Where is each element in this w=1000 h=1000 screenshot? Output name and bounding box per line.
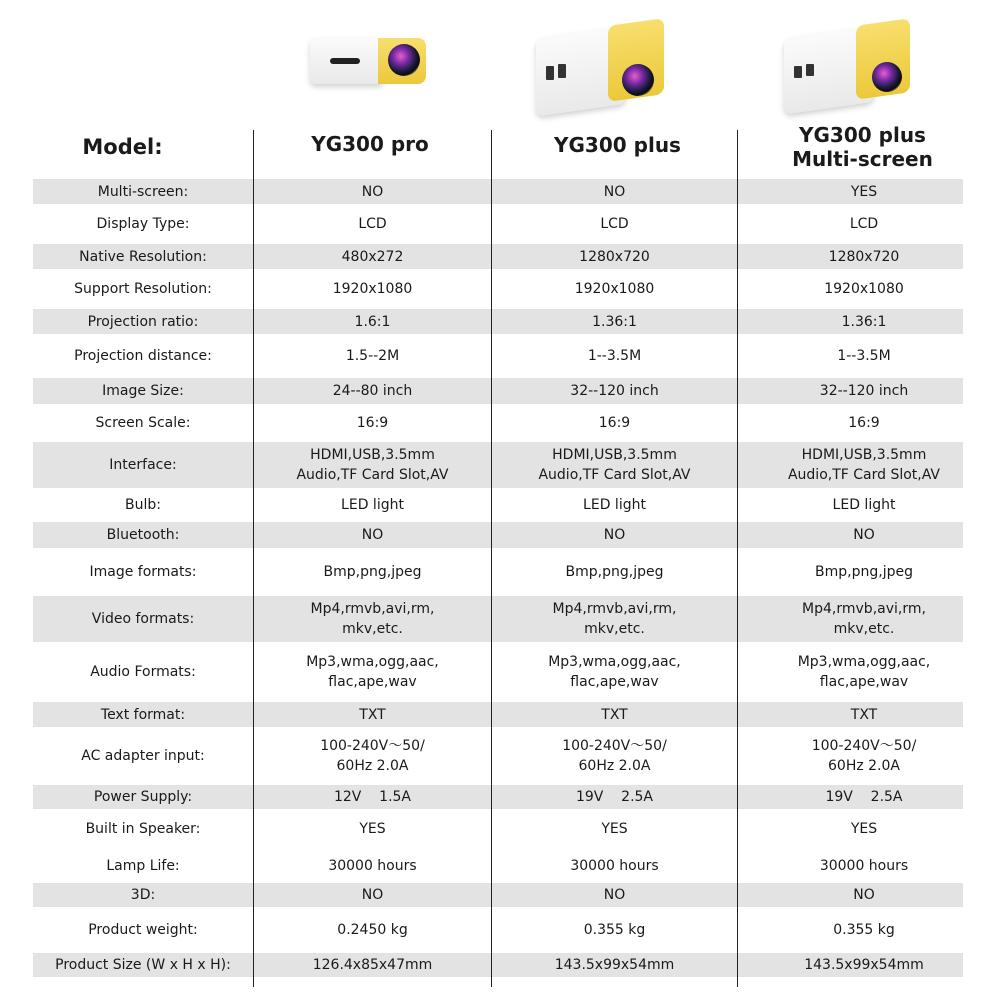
spec-label: [33, 548, 253, 596]
spec-value: [492, 809, 737, 849]
spec-label-text: Multi-screen:: [97, 183, 189, 200]
spec-value-line: HDMI,USB,3.5mm: [801, 447, 927, 463]
spec-value-line: 30000 hours: [570, 858, 659, 874]
spec-value: [492, 883, 737, 907]
spec-value-line: YES: [850, 821, 878, 837]
spec-value-line: Mp4,rmvb,avi,rm,: [552, 601, 677, 617]
spec-value: [254, 378, 491, 404]
spec-value-line: 1280x720: [579, 248, 650, 265]
spec-value: [492, 849, 737, 883]
spec-value: [254, 404, 491, 442]
spec-value-line: flac,ape,wav: [570, 674, 659, 690]
spec-value-line: LED light: [341, 497, 404, 513]
spec-label-text: Audio Formats:: [90, 664, 196, 680]
spec-value-line: HDMI,USB,3.5mm: [310, 447, 435, 463]
spec-value: [738, 204, 990, 244]
projector-multiscreen-icon: [784, 22, 914, 110]
spec-value-line: 32--120 inch: [819, 383, 909, 399]
spec-value: [738, 785, 990, 809]
spec-value-line: 16:9: [848, 415, 880, 431]
spec-value-line: LCD: [358, 216, 387, 232]
spec-value: [254, 442, 491, 488]
spec-value: [254, 269, 491, 309]
spec-value-line: YES: [359, 821, 386, 837]
spec-value: [492, 334, 737, 378]
spec-value-line: HDMI,USB,3.5mm: [552, 447, 677, 463]
spec-value: [492, 596, 737, 642]
spec-value: [254, 204, 491, 244]
projector-plus-icon: [536, 22, 666, 112]
spec-label-text: Display Type:: [96, 216, 190, 232]
spec-value: [738, 642, 990, 702]
spec-value-line: 100-240V～50/: [320, 738, 425, 754]
spec-value: [492, 727, 737, 785]
spec-value-line: NO: [361, 527, 384, 543]
spec-value: [254, 702, 491, 727]
spec-label-text: Support Resolution:: [74, 281, 212, 297]
spec-value-line: 1.6:1: [354, 313, 391, 330]
spec-label-text: Image Size:: [102, 383, 184, 399]
spec-value-line: mkv,etc.: [584, 621, 645, 637]
spec-value: [254, 488, 491, 522]
spec-value-line: 12V 1.5A: [333, 789, 412, 805]
spec-value-line: Bmp,png,jpeg: [815, 564, 913, 580]
spec-label: [33, 883, 253, 907]
spec-value: [492, 204, 737, 244]
spec-value-line: 143.5x99x54mm: [804, 957, 924, 973]
spec-label-text: Power Supply:: [93, 789, 193, 805]
spec-value: [254, 953, 491, 977]
spec-value: [738, 442, 990, 488]
spec-label: [33, 702, 253, 727]
spec-value-line: 0.355 kg: [583, 922, 646, 938]
spec-value-line: LCD: [849, 216, 879, 232]
spec-value: [492, 378, 737, 404]
spec-value-line: 30000 hours: [819, 858, 909, 874]
spec-value: [492, 785, 737, 809]
spec-value: [492, 548, 737, 596]
spec-label-text: Built in Speaker:: [85, 821, 201, 837]
spec-value-line: 1920x1080: [574, 281, 655, 297]
spec-value: [254, 522, 491, 548]
spec-label-text: Product weight:: [88, 922, 198, 938]
spec-value: [492, 404, 737, 442]
spec-label: [33, 404, 253, 442]
spec-value-line: TXT: [359, 706, 386, 723]
spec-label-text: Video formats:: [91, 611, 195, 627]
spec-label: [33, 204, 253, 244]
spec-value-line: NO: [361, 183, 384, 200]
spec-value-line: 0.2450 kg: [337, 922, 408, 938]
column-divider: [737, 130, 738, 987]
product-name-multiscreen: [740, 123, 985, 171]
spec-label: [33, 522, 253, 548]
spec-value: [738, 727, 990, 785]
spec-label: [33, 269, 253, 309]
spec-value: [254, 309, 491, 334]
column-divider: [253, 130, 254, 987]
spec-value-line: 32--120 inch: [570, 383, 659, 399]
spec-value-line: 60Hz 2.0A: [578, 758, 651, 774]
spec-value-line: TXT: [850, 706, 878, 723]
spec-value: [738, 883, 990, 907]
spec-value: [492, 179, 737, 204]
spec-label-text: Text format:: [100, 706, 186, 723]
spec-value-line: mkv,etc.: [342, 621, 403, 637]
spec-value-line: 19V 2.5A: [825, 789, 903, 805]
spec-value: [254, 907, 491, 953]
spec-label-text: Interface:: [109, 457, 177, 473]
spec-value-line: 1920x1080: [824, 281, 904, 297]
spec-value: [738, 378, 990, 404]
spec-label-text: Projection distance:: [74, 348, 212, 364]
spec-label-text: Lamp Life:: [106, 858, 180, 874]
spec-value-line: NO: [853, 887, 875, 903]
spec-label: [33, 727, 253, 785]
spec-value: [492, 244, 737, 269]
spec-value: [254, 334, 491, 378]
spec-value-line: flac,ape,wav: [328, 674, 417, 690]
product-name-line: YG300 plus: [799, 123, 926, 147]
spec-value-line: 100-240V～50/: [811, 738, 917, 754]
spec-value-line: 1.36:1: [592, 313, 637, 330]
spec-value: [492, 702, 737, 727]
model-label: Model:: [82, 135, 163, 159]
spec-value: [738, 907, 990, 953]
spec-value: [738, 269, 990, 309]
spec-value: [738, 179, 990, 204]
spec-value-line: Bmp,png,jpeg: [565, 564, 664, 580]
spec-value: [738, 488, 990, 522]
spec-value-line: 1920x1080: [332, 281, 413, 297]
spec-value-line: 1280x720: [828, 248, 900, 265]
spec-value-line: 30000 hours: [328, 858, 417, 874]
spec-value: [254, 785, 491, 809]
spec-value: [738, 809, 990, 849]
spec-value: [254, 596, 491, 642]
spec-value-line: LCD: [600, 216, 629, 232]
spec-value-line: Mp4,rmvb,avi,rm,: [310, 601, 435, 617]
spec-value: [492, 907, 737, 953]
spec-value: [738, 702, 990, 727]
spec-label-text: Projection ratio:: [87, 313, 199, 330]
spec-label-text: Screen Scale:: [95, 415, 191, 431]
spec-value: [492, 488, 737, 522]
spec-value-line: TXT: [601, 706, 628, 723]
spec-value: [738, 404, 990, 442]
spec-value: [254, 849, 491, 883]
column-divider: [491, 130, 492, 987]
spec-value: [492, 522, 737, 548]
spec-value-line: 0.355 kg: [833, 922, 895, 938]
spec-value: [738, 309, 990, 334]
product-name-pro: YG300 pro: [311, 132, 429, 156]
spec-value-line: flac,ape,wav: [819, 674, 909, 690]
spec-value-line: Bmp,png,jpeg: [323, 564, 422, 580]
product-name-plus: YG300 plus: [554, 133, 681, 157]
spec-value: [492, 442, 737, 488]
spec-value-line: Audio,TF Card Slot,AV: [538, 467, 691, 483]
spec-value-line: 16:9: [598, 415, 631, 431]
spec-label-text: 3D:: [130, 887, 156, 903]
spec-label: [33, 907, 253, 953]
spec-label-text: Image formats:: [89, 564, 197, 580]
spec-value-line: 1--3.5M: [587, 348, 642, 364]
spec-value-line: NO: [361, 887, 384, 903]
spec-value-line: YES: [601, 821, 628, 837]
spec-value-line: NO: [603, 887, 626, 903]
spec-label: [33, 442, 253, 488]
spec-label-text: Product Size (W x H x H):: [55, 957, 231, 973]
spec-value: [492, 309, 737, 334]
spec-value: [254, 179, 491, 204]
spec-value: [738, 548, 990, 596]
spec-value: [254, 883, 491, 907]
spec-value-line: Mp3,wma,ogg,aac,: [548, 654, 681, 670]
spec-label-text: AC adapter input:: [81, 748, 205, 764]
spec-label: [33, 785, 253, 809]
spec-value: [738, 522, 990, 548]
spec-value-line: 19V 2.5A: [575, 789, 654, 805]
spec-label: [33, 953, 253, 977]
spec-label-text: Native Resolution:: [79, 248, 207, 265]
spec-value: [492, 953, 737, 977]
spec-value-line: 16:9: [356, 415, 389, 431]
spec-value: [738, 334, 990, 378]
projector-pro-icon: [310, 38, 430, 88]
spec-value-line: 143.5x99x54mm: [554, 957, 675, 973]
spec-value-line: LED light: [832, 497, 896, 513]
spec-label: [33, 642, 253, 702]
spec-value: [254, 244, 491, 269]
spec-value-line: mkv,etc.: [833, 621, 895, 637]
spec-value: [492, 642, 737, 702]
spec-value-line: 1.5--2M: [345, 348, 400, 364]
spec-label: [33, 596, 253, 642]
spec-value-line: 1--3.5M: [837, 348, 891, 364]
spec-value-line: Mp4,rmvb,avi,rm,: [802, 601, 926, 617]
spec-value-line: 100-240V～50/: [562, 738, 667, 754]
spec-value: [254, 642, 491, 702]
spec-value: [254, 548, 491, 596]
spec-value-line: NO: [603, 527, 626, 543]
spec-label: [33, 179, 253, 204]
product-name-line: Multi-screen: [792, 147, 933, 171]
spec-label-text: Bluetooth:: [106, 527, 180, 543]
spec-label: [33, 488, 253, 522]
spec-value-line: 126.4x85x47mm: [312, 957, 433, 973]
spec-value: [738, 953, 990, 977]
spec-value: [738, 596, 990, 642]
spec-value-line: Mp3,wma,ogg,aac,: [306, 654, 439, 670]
spec-value-line: Audio,TF Card Slot,AV: [787, 467, 941, 483]
spec-label: [33, 309, 253, 334]
spec-value-line: NO: [853, 527, 875, 543]
spec-label: [33, 809, 253, 849]
spec-value-line: 1.36:1: [841, 313, 887, 330]
spec-value-line: Audio,TF Card Slot,AV: [296, 467, 449, 483]
spec-value-line: 480x272: [341, 248, 404, 265]
spec-value: [254, 727, 491, 785]
spec-label: [33, 334, 253, 378]
spec-label: [33, 378, 253, 404]
spec-label: [33, 849, 253, 883]
spec-value-line: 60Hz 2.0A: [336, 758, 409, 774]
spec-value: [254, 809, 491, 849]
spec-value-line: LED light: [583, 497, 646, 513]
spec-value-line: NO: [603, 183, 626, 200]
spec-value: [738, 849, 990, 883]
spec-label-text: Bulb:: [125, 497, 161, 513]
spec-value: [492, 269, 737, 309]
spec-value-line: 60Hz 2.0A: [828, 758, 900, 774]
spec-value-line: Mp3,wma,ogg,aac,: [797, 654, 931, 670]
spec-value: [738, 244, 990, 269]
spec-value-line: 24--80 inch: [332, 383, 413, 399]
spec-label: [33, 244, 253, 269]
spec-value-line: YES: [850, 183, 878, 200]
